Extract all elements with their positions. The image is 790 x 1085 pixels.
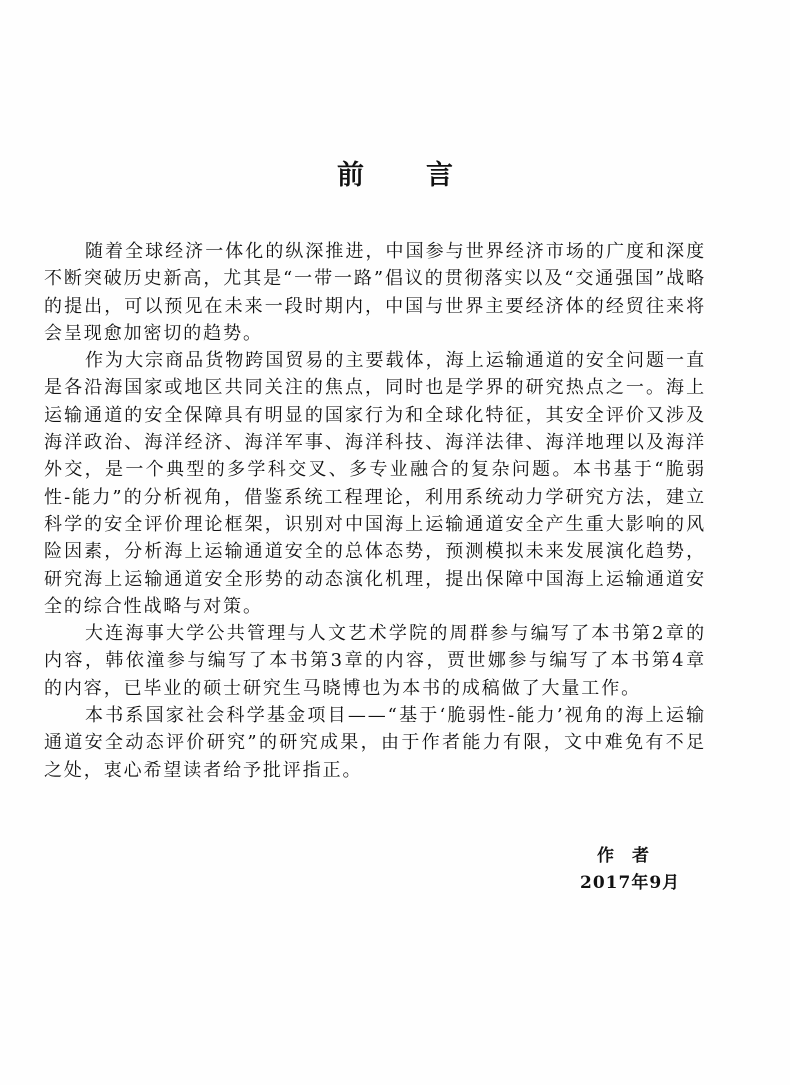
paragraph: 大连海事大学公共管理与人文艺术学院的周群参与编写了本书第2章的内容，韩依潼参与编写了本书第3章的内容，贾世娜参与编写了本书第4章的内容，已毕业的硕士研究生马晓博也为本书的成稿做了大量工作。 bbox=[44, 623, 706, 699]
paragraph: 本书系国家社会科学基金项目——“基于‘脆弱性-能力’视角的海上运输通道安全动态评价研究”的研究成果，由于作者能力有限，文中难免有不足之处，衷心希望读者给予批评指正。 bbox=[44, 705, 706, 781]
signature-author: 作者 bbox=[597, 846, 667, 866]
paragraph: 作为大宗商品货物跨国贸易的主要载体，海上运输通道的安全问题一直是各沿海国家或地区共同关注的焦点，同时也是学界的研究热点之一。海上运输通道的安全保障具有明显的国家行为和全球化特征，其安全评价又涉及海洋政治、海洋经济、海洋军事、海洋科技、海洋法律、海洋地理以及海洋外交，是一个典型的多学科交叉、多专业融合的复杂问题。本书基于“脆弱性-能力”的分析视角，借鉴系统工程理论，利用系统动力学研究方法，建立科学的安全评价理论框架，识别对中国海上运输通道安全产生重大影响的风险因素，分析海上运输通道安全的总体态势，预测模拟未来发展演化趋势，研究海上运输通道安全形势的动态演化机理，提出保障中国海上运输通道安全的综合性战略与对策。 bbox=[44, 350, 706, 617]
page-title: 前言 bbox=[337, 160, 515, 191]
signature-date: 2017年9月 bbox=[580, 873, 681, 893]
preface-body bbox=[44, 238, 706, 784]
signature-block bbox=[560, 843, 700, 897]
paragraph: 随着全球经济一体化的纵深推进，中国参与世界经济市场的广度和深度不断突破历史新高，尤其是“一带一路”倡议的贯彻落实以及“交通强国”战略的提出，可以预见在未来一段时期内，中国与世界主要经济体的经贸往来将会呈现愈加密切的趋势。 bbox=[44, 241, 706, 344]
